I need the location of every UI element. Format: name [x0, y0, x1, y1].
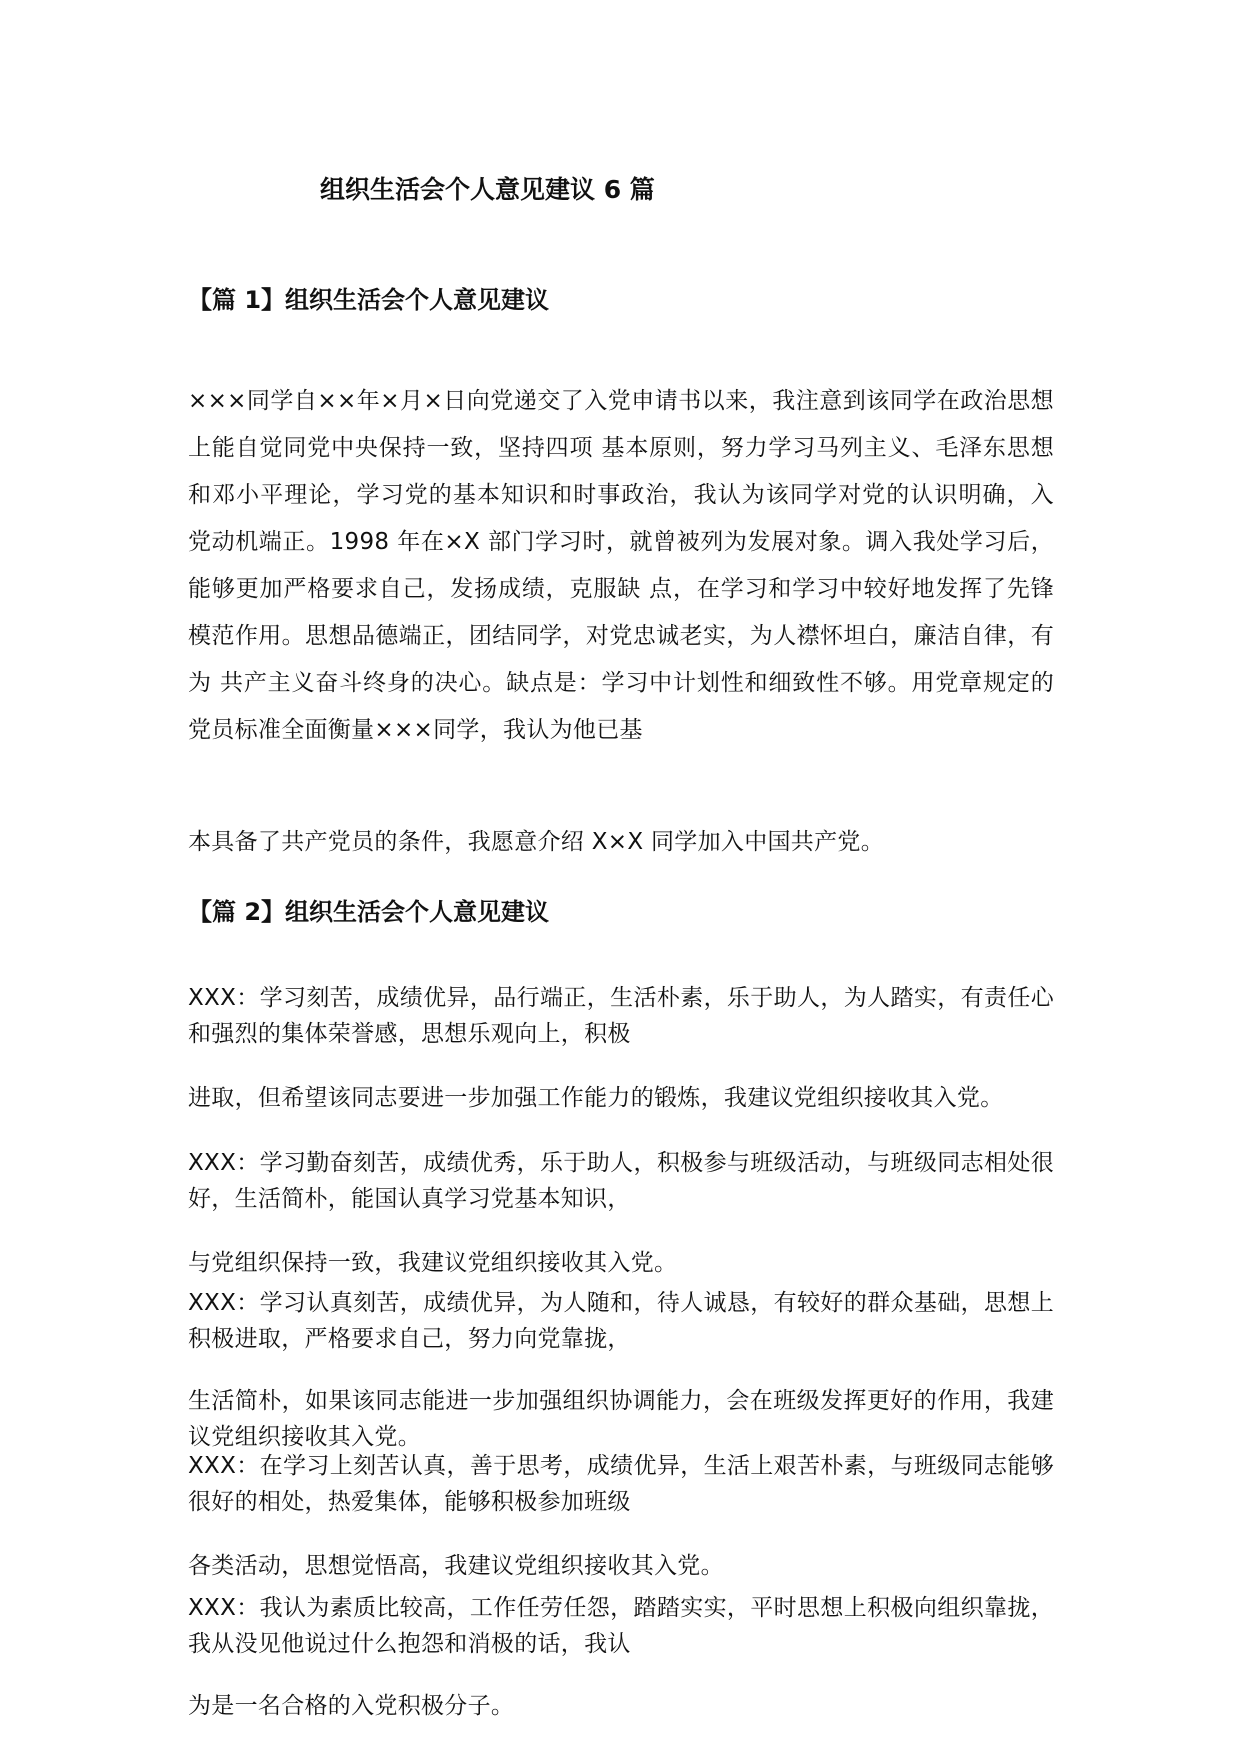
entry-3-first: XXX：学习认真刻苦，成绩优异，为人随和，待人诚恳，有较好的群众基础，思想上积极进取，严格要求自己，努力向党靠拢，	[188, 1290, 1054, 1352]
entry-5-first: XXX：我认为素质比较高，工作任劳任怨，踏踏实实，平时思想上积极向组织靠拢，我从没见他说过什么抱怨和消极的话，我认	[188, 1595, 1054, 1657]
document-title: 组织生活会个人意见建议 6 篇	[320, 175, 655, 204]
entry-1-second: 进取，但希望该同志要进一步加强工作能力的锻炼，我建议党组织接收其入党。	[188, 1085, 1004, 1111]
section-1-continuation: 本具备了共产党员的条件，我愿意介绍 X×X 同学加入中国共产党。	[188, 829, 885, 855]
entry-3-second: 生活简朴，如果该同志能进一步加强组织协调能力，会在班级发挥更好的作用，我建议党组织接收其入党。	[188, 1388, 1054, 1450]
entry-2-first: XXX：学习勤奋刻苦，成绩优秀，乐于助人，积极参与班级活动，与班级同志相处很好，生活简朴，能国认真学习党基本知识，	[188, 1150, 1054, 1212]
entry-2-second: 与党组织保持一致，我建议党组织接收其入党。	[188, 1250, 678, 1276]
entry-4-first: XXX：在学习上刻苦认真，善于思考，成绩优异，生活上艰苦朴素，与班级同志能够很好的相处，热爱集体，能够积极参加班级	[188, 1453, 1054, 1515]
section-1-heading: 【篇 1】组织生活会个人意见建议	[188, 286, 550, 314]
section-1-paragraph: ×××同学自××年×月×日向党递交了入党申请书以来，我注意到该同学在政治思想上能自觉同党中央保持一致，坚持四项 基本原则，努力学习马列主义、毛泽东思想和邓小平理论，学习党的基本知识和时事政治，我认为该同学对党的认识明确，入 党动机端正。1998 年在×X 部门学习时，就曾被列为发展对象。调入我处学习后，能够更加严格要求自己，发扬成绩，克服缺 点，在学习和学习中较好地发挥了先锋模范作用。思想品德端正，团结同学，对党忠诚老实，为人襟怀坦白，廉洁自律，有为 共产主义奋斗终身的决心。缺点是：学习中计划性和细致性不够。用党章规定的党员标准全面衡量×××同学，我认为他已基	[188, 388, 1054, 743]
entry-1-first: XXX：学习刻苦，成绩优异，品行端正，生活朴素，乐于助人，为人踏实，有责任心和强烈的集体荣誉感，思想乐观向上，积极	[188, 985, 1054, 1047]
section-2-heading: 【篇 2】组织生活会个人意见建议	[188, 898, 550, 926]
entry-5-second: 为是一名合格的入党积极分子。	[188, 1693, 515, 1719]
entry-4-second: 各类活动，思想觉悟高，我建议党组织接收其入党。	[188, 1553, 724, 1579]
